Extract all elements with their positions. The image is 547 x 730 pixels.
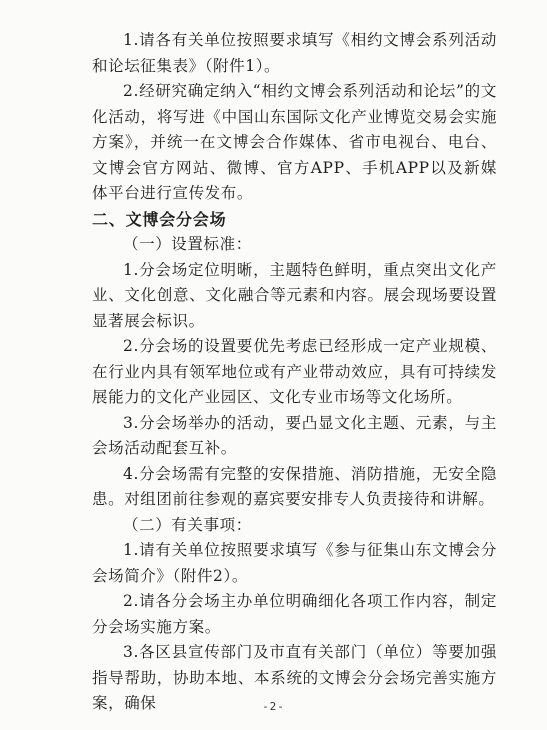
paragraph-matter-1: 1.请有关单位按照要求填写《参与征集山东文博会分会场简介》（附件2）。 bbox=[92, 541, 497, 585]
paragraph-standard-4: 4.分会场需有完整的安保措施、消防措施，无安全隐患。对组团前往参观的嘉宾要安排专人负责接待和讲解。 bbox=[92, 464, 497, 508]
subheading-related-matters: （二）有关事项： bbox=[123, 515, 252, 534]
paragraph-matter-3: 3.各区县宣传部门及市直有关部门（单位）等要加强指导帮助，协助本地、本系统的文博会分会场完善实施方案，确保 bbox=[92, 643, 497, 712]
paragraph-standard-2: 2.分会场的设置要优先考虑已经形成一定产业规模、在行业内具有领军地位或有产业带动效应，具有可持续发展能力的文化产业园区、文化专业市场等文化场所。 bbox=[92, 337, 497, 406]
paragraph-standard-3: 3.分会场举办的活动，要凸显文化主题、元素，与主会场活动配套互补。 bbox=[92, 413, 497, 457]
paragraph-publicity: 2.经研究确定纳入“相约文博会系列活动和论坛”的文化活动，将写进《中国山东国际文化产业博览交易会实施方案》，并统一在文博会合作媒体、省市电视台、电台、文博会官方网站、微博、官方APP、手机APP以及新媒体平台进行宣传发布。 bbox=[92, 82, 497, 202]
paragraph-fill-form-1: 1.请各有关单位按照要求填写《相约文博会系列活动和论坛征集表》（附件1）。 bbox=[92, 31, 497, 75]
paragraph-standard-1: 1.分会场定位明晰，主题特色鲜明，重点突出文化产业、文化创意、文化融合等元素和内容。展会现场要设置显著展会标识。 bbox=[92, 260, 497, 330]
page-number: -2- bbox=[262, 700, 285, 713]
paragraph-matter-2: 2.请各分会场主办单位明确细化各项工作内容，制定分会场实施方案。 bbox=[92, 592, 497, 636]
document-body bbox=[92, 28, 497, 717]
subheading-setup-standards: （一）设置标准： bbox=[123, 235, 252, 253]
section-heading-branch-venues: 二、文博会分会场 bbox=[92, 209, 227, 229]
